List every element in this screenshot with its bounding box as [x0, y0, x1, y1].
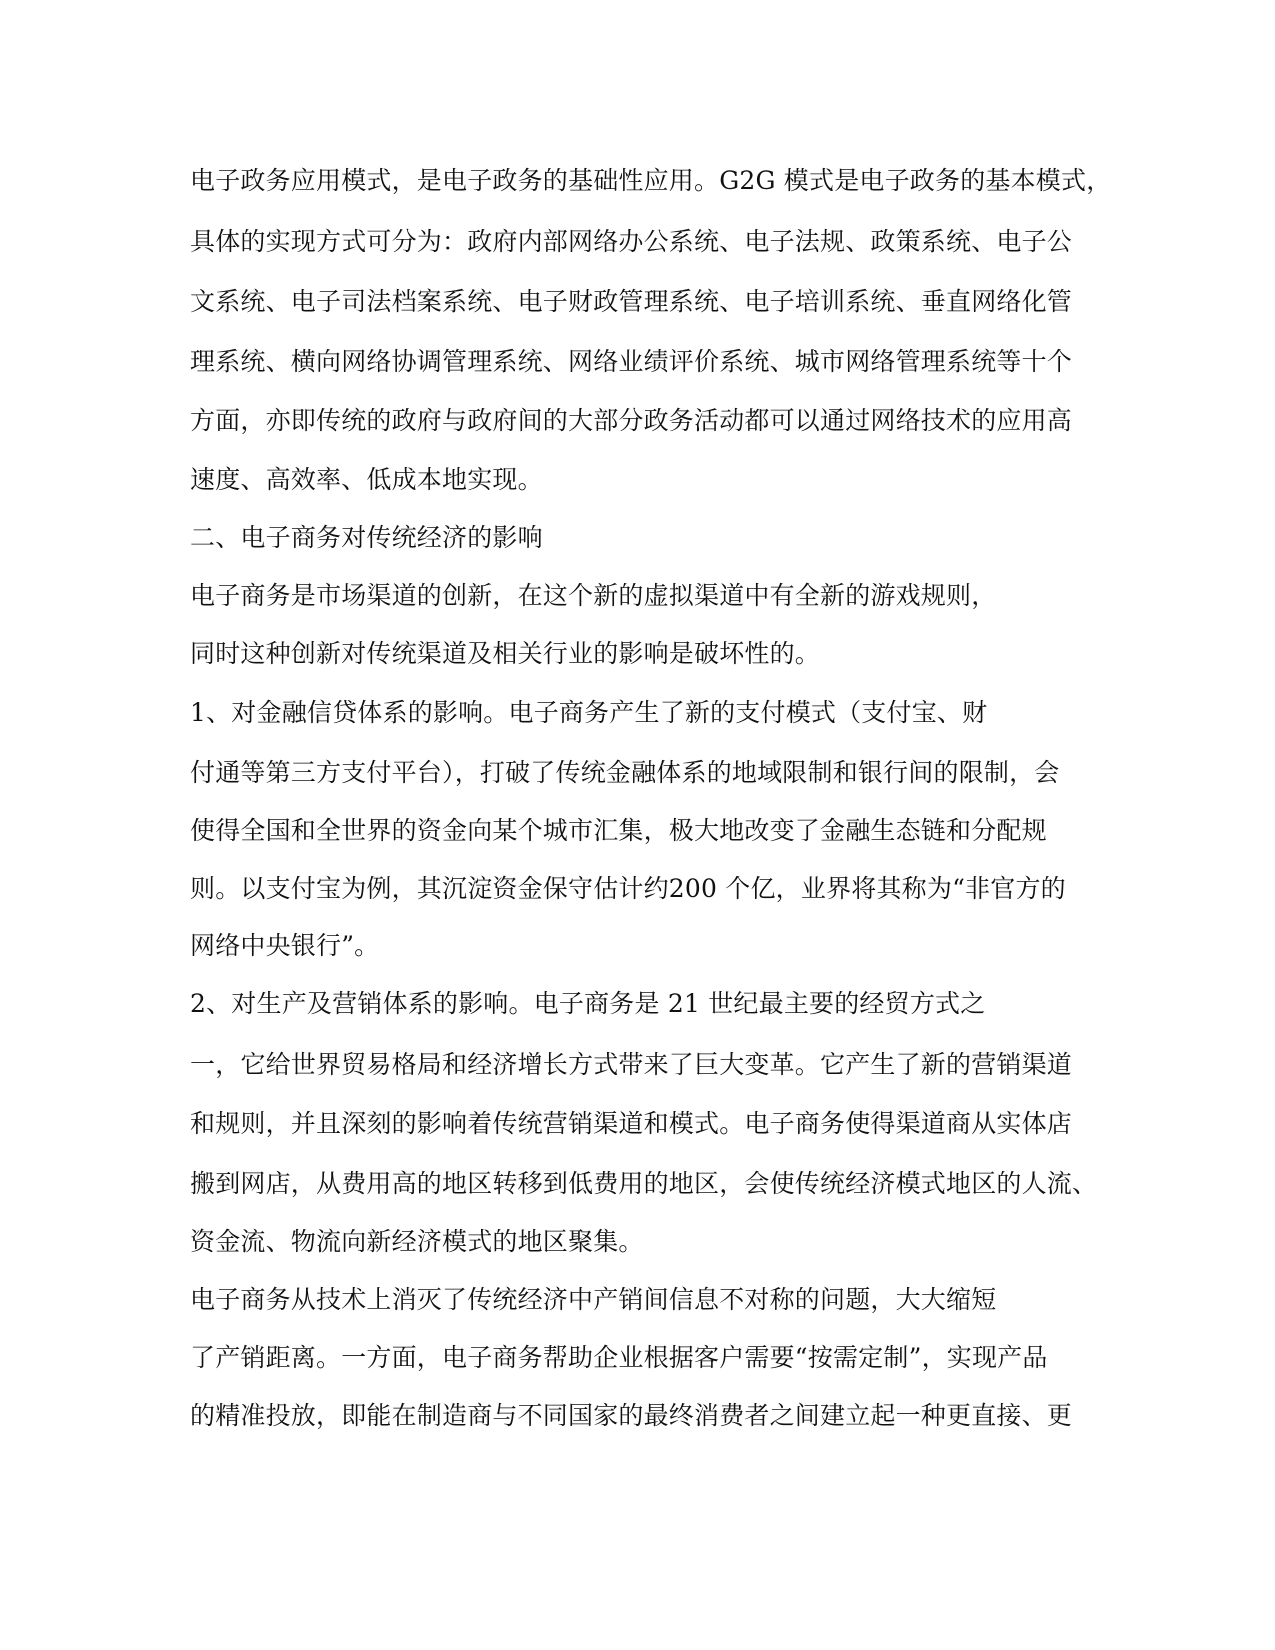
- text-line: 电子商务从技术上消灭了传统经济中产销间信息不对称的问题，大大缩短: [190, 1285, 997, 1314]
- text-line: 的精准投放，即能在制造商与不同国家的最终消费者之间建立起一种更直接、更: [190, 1401, 1073, 1430]
- text-line: 理系统、横向网络协调管理系统、网络业绩评价系统、城市网络管理系统等十个: [190, 347, 1073, 376]
- text-line: 电子商务是市场渠道的创新，在这个新的虚拟渠道中有全新的游戏规则，: [190, 581, 997, 610]
- text-line: 速度、高效率、低成本地实现。: [190, 465, 543, 494]
- text-line: 资金流、物流向新经济模式的地区聚集。: [190, 1227, 644, 1256]
- text-line: 付通等第三方支付平台），打破了传统金融体系的地域限制和银行间的限制，会: [190, 758, 1060, 787]
- text-line: 搬到网店，从费用高的地区转移到低费用的地区，会使传统经济模式地区的人流、: [190, 1169, 1098, 1198]
- text-line: 2、对生产及营销体系的影响。电子商务是 21 世纪最主要的经贸方式之: [190, 989, 986, 1018]
- text-line: 网络中央银行”。: [190, 931, 380, 960]
- text-line: 一，它给世界贸易格局和经济增长方式带来了巨大变革。它产生了新的营销渠道: [190, 1050, 1073, 1079]
- text-line: 电子政务应用模式，是电子政务的基础性应用。G2G 模式是电子政务的基本模式，: [190, 166, 1112, 195]
- text-line: 文系统、电子司法档案系统、电子财政管理系统、电子培训系统、垂直网络化管: [190, 287, 1073, 316]
- text-line: 则。以支付宝为例，其沉淀资金保守估计约200 个亿，业界将其称为“非官方的: [190, 874, 1066, 903]
- text-line: 1、对金融信贷体系的影响。电子商务产生了新的支付模式（支付宝、财: [190, 698, 988, 727]
- section-heading: 二、电子商务对传统经济的影响: [190, 523, 543, 552]
- text-line: 具体的实现方式可分为：政府内部网络办公系统、电子法规、政策系统、电子公: [190, 227, 1073, 256]
- text-line: 方面，亦即传统的政府与政府间的大部分政务活动都可以通过网络技术的应用高: [190, 406, 1073, 435]
- text-line: 同时这种创新对传统渠道及相关行业的影响是破坏性的。: [190, 639, 821, 668]
- text-line: 使得全国和全世界的资金向某个城市汇集，极大地改变了金融生态链和分配规: [190, 816, 1047, 845]
- text-line: 和规则，并且深刻的影响着传统营销渠道和模式。电子商务使得渠道商从实体店: [190, 1109, 1073, 1138]
- text-line: 了产销距离。一方面，电子商务帮助企业根据客户需要“按需定制”，实现产品: [190, 1343, 1048, 1372]
